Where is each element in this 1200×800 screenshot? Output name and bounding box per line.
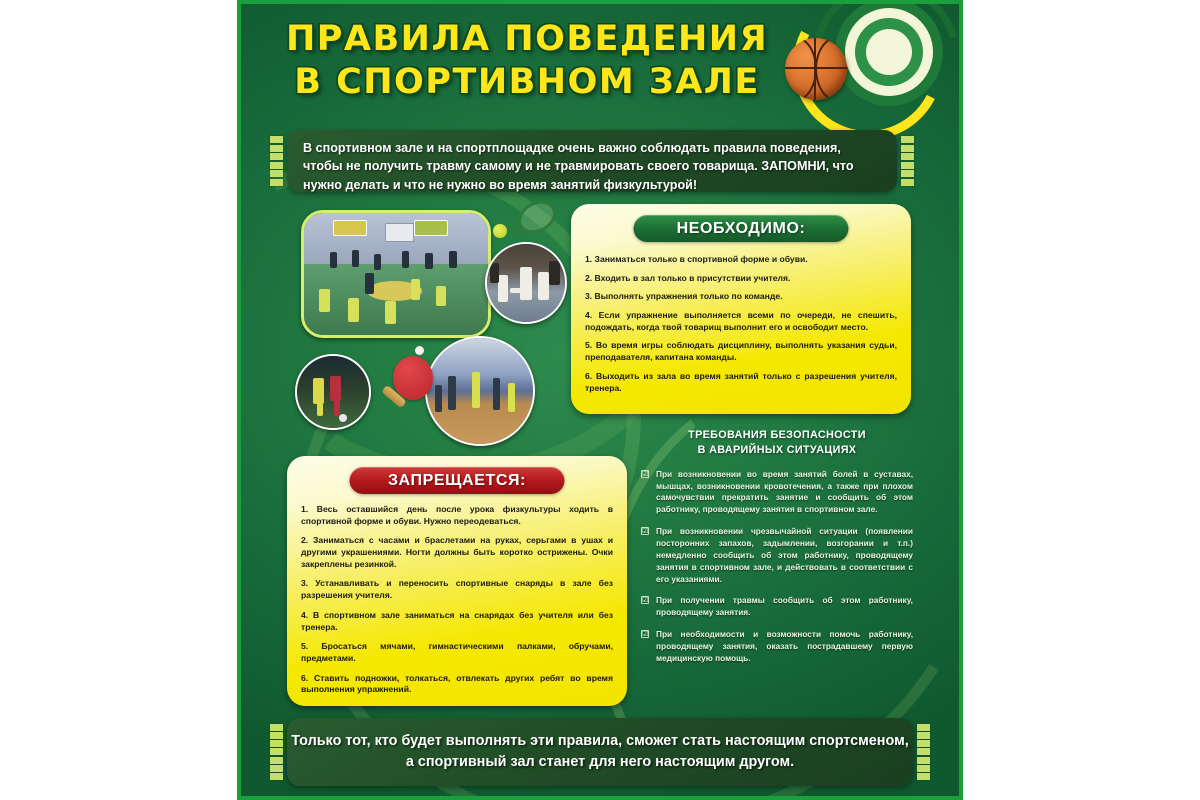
- filmstrip-right: [917, 724, 930, 780]
- basketball-seam: [785, 38, 817, 100]
- emergency-item-text: При получении травмы сообщить об этом работнику, проводящему занятия.: [656, 595, 913, 618]
- list-item: [641, 595, 913, 619]
- checkbox-icon: ☑: [642, 631, 649, 639]
- filmstrip-right: [901, 136, 914, 186]
- list-item: 1. Заниматься только в спортивной форме и обуви.: [585, 254, 808, 264]
- required-rules-list: [585, 254, 897, 401]
- list-item: 6. Выходить из зала во время занятий только с разрешения учителя, тренера.: [585, 370, 897, 393]
- forbidden-rules-panel: [287, 456, 627, 706]
- list-item: [641, 629, 913, 665]
- required-rules-panel: [571, 204, 911, 414]
- poster-canvas: [241, 4, 959, 796]
- checkbox-icon: ☑: [642, 597, 649, 605]
- emergency-item-text: При возникновении во время занятий болей в суставах, мышцах, возникновении кровотечения, а также при плохом самочувствии прекратить занятие и сообщить об этом работнику, проводящему занятия в спортивном зале.: [656, 468, 913, 515]
- paddle-head: [393, 356, 433, 400]
- tennis-ball-icon: [493, 224, 507, 238]
- list-item: [641, 469, 913, 516]
- list-item: 2. Заниматься с часами и браслетами на руках, серьгами в ушах и другими украшениями. Ногти должны быть коротко острижены. Очки закреплены резинкой.: [301, 535, 613, 569]
- title-line-1: ПРАВИЛА ПОВЕДЕНИЯ: [285, 19, 769, 59]
- required-heading: НЕОБХОДИМО:: [634, 215, 849, 242]
- forbidden-rules-list: [301, 504, 613, 704]
- photo-gym-volleyball-lesson: [301, 210, 491, 338]
- checkbox-icon: ☑: [642, 528, 649, 536]
- list-item: [641, 526, 913, 585]
- list-item: 5. Во время игры соблюдать дисциплину, выполнять указания судьи, преподавателя, капитана команды.: [585, 340, 897, 363]
- footer-panel: [287, 718, 913, 786]
- title-line-2: В СПОРТИВНОМ ЗАЛЕ: [294, 61, 760, 102]
- intro-text: В спортивном зале и на спортплощадке очень важно соблюдать правила поведения, чтобы не получить травму самому и не травмировать своего товарища. ЗАПОМНИ, что нужно делать и что не нужно во время занятий физкультурой!: [303, 141, 854, 192]
- list-item: 2. Входить в зал только в присутствии учителя.: [585, 272, 791, 283]
- list-item: 5. Бросаться мячами, гимнастическими палками, обручами, предметами.: [301, 641, 613, 663]
- emergency-item-text: При необходимости и возможности помочь работнику, проводящему занятия, оказать пострадавшему первую медицинскую помощь.: [656, 629, 913, 663]
- emergency-heading-line-2: В АВАРИЙНЫХ СИТУАЦИЯХ: [697, 444, 857, 457]
- page-title: [257, 18, 797, 103]
- emergency-heading: [641, 428, 913, 459]
- list-item: 4. Если упражнение выполняется всеми по очереди, не спешить, подождать, когда твой товарищ выполнит его и освободит место.: [585, 310, 897, 332]
- basketball-icon: [785, 38, 847, 100]
- list-item: 4. В спортивном зале заниматься на снарядах без учителя или без тренера.: [301, 609, 613, 632]
- filmstrip-left: [270, 136, 283, 186]
- poster-header: [241, 12, 959, 124]
- filmstrip-left: [270, 724, 283, 780]
- list-item: 6. Ставить подножки, толкаться, отвлекать других ребят во время выполнения упражнений.: [301, 672, 613, 695]
- forbidden-heading: ЗАПРЕЩАЕТСЯ:: [350, 467, 565, 494]
- footer-text: Только тот, кто будет выполнять эти правила, сможет стать настоящим спортсменом, а спортивный зал станет для него настоящим другом.: [291, 733, 909, 770]
- intro-panel: [287, 130, 897, 192]
- list-item: 1. Весь оставшийся день после урока физкультуры ходить в спортивной форме и обуви. Нужно переодеваться.: [301, 504, 613, 526]
- emergency-heading-line-1: ТРЕБОВАНИЯ БЕЗОПАСНОСТИ: [688, 429, 866, 441]
- poster: [237, 0, 963, 800]
- pingpong-ball-icon: [415, 346, 424, 355]
- emergency-requirements-section: [641, 428, 913, 675]
- tennis-racket-icon: [493, 202, 563, 258]
- checkbox-icon: ☑: [642, 470, 649, 478]
- emergency-item-text: При возникновении чрезвычайной ситуации (появлении посторонних запахов, задымлении, возгорании и т.п.) немедленно сообщить об этом работнику, проводящему занятия в спортивном зале, и действовать в соответствии с его указаниями.: [656, 526, 913, 584]
- photo-gymnastics-class: [425, 336, 535, 446]
- basketball-seam: [815, 38, 847, 100]
- photo-collage: [287, 204, 559, 454]
- photo-soccer-match: [295, 354, 371, 430]
- list-item: 3. Устанавливать и переносить спортивные снаряды в зале без разрешения учителя.: [301, 578, 613, 601]
- concentric-rings-logo: [773, 4, 953, 130]
- pingpong-paddle-icon: [379, 356, 435, 422]
- list-item: 3. Выполнять упражнения только по команде.: [585, 291, 783, 302]
